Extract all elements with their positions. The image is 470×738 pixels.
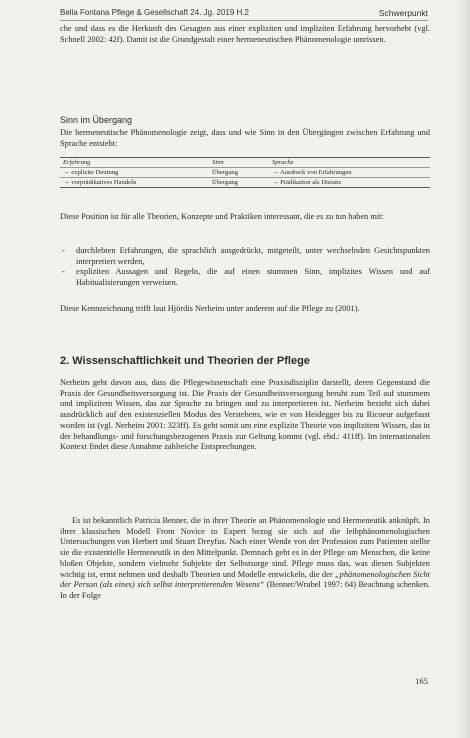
benner-quote: „phänomenologischen Sicht der Person (als eines) sich selbst interpretierenden Wesens“	[60, 569, 430, 590]
table-cell: Übergang	[209, 168, 269, 178]
paragraph: Diese Position ist für alle Theorien, Konzepte und Praktiken interessant, die es zu tun haben mit:	[60, 212, 384, 221]
paragraph-text: Es ist bekanntlich Patricia Benner, die in ihrer Theorie an Phänomenologie und Hermeneutik anknüpft. In ihrer klassischen Modell From Novice to Expert bezog sie sich auf die leibphänomenologischen Untersuchungen von Herbert und Stuart Dreyfus. Nach einer Wende von der Profession zum Patienten stellte sie die existentielle Hermeneutik in den Mittelpunkt. Demnach geht es in der Pflege um Menschen, die keine bloßen Objekte, sondern vielmehr Subjekte der Selbstsorge sind. Pflege muss das, was diesen Subjekten wichtig ist, ernst nehmen und deshalb Theorien und Modelle entwickeln, die der	[60, 516, 430, 579]
table-header-row	[60, 158, 430, 168]
paragraph	[60, 516, 430, 602]
table-header-cell: Erfahrung	[60, 158, 209, 168]
paragraph-text: (Benner/Wrubel 1997: 64) Beachtung schenken. In der Folge	[60, 580, 430, 600]
table-row	[60, 178, 430, 188]
running-header	[60, 8, 428, 21]
list-item: - durchlebten Erfahrungen, die sprachlich ausgedrückt, mitgeteilt, unter wechselnden Gesichtspunkten interpretiert werden,	[60, 246, 430, 267]
intro-paragraph: che und dass es die Herkunft des Gesagten aus einer expliziten und impliziten Erfahrung hervorhebt (vgl. Schnell 2002: 42f). Damit ist die Grundgestalt einer hermeneutischen Phänomenologie umrissen.	[60, 24, 430, 44]
table-row	[60, 168, 430, 178]
paragraph: Nerheim geht davon aus, dass die Pflegewissenschaft eine Praxisdisziplin darstellt, deren Gegenstand die Praxis der Gesundheitsversorgung ist. Die Praxis der Gesundheitsversorgung beruht zum Teil auf stummem und implizitem Wissen, das zur Sprache zu bringen und zu interpretieren ist. Nerheim bezieht sich dabei ausdrücklich auf den existenziellen Modus des Verstehens, wie er von Heidegger bis zu Ricoeur aufgefasst worden ist (vgl. Nerheim 2001: 323ff). Es geht somit um eine explizite Theorie von implizitem Wissen, das in der behandlungs- und forschungsbezogenen Praxis zur Geltung kommt (vgl. ebd.: 411ff). Im internationalen Kontext findet diese Annahme zahlreiche Entsprechungen.	[60, 378, 430, 452]
page-number: 165	[415, 676, 428, 686]
sense-table	[60, 157, 430, 188]
section-heading: 2. Wissenschaftlichkeit und Theorien der Pflege	[60, 355, 310, 367]
subsection-heading: Sinn im Übergang	[60, 115, 133, 125]
bullet-list	[60, 246, 430, 289]
subsection-paragraph: Die hermeneutische Phänomenologie zeigt, dass und wie Sinn in den Übergängen zwischen Erfahrung und Sprache entsteht:	[60, 128, 430, 148]
table-header-cell: Sprache	[269, 158, 430, 168]
table-cell: Übergang	[209, 178, 269, 188]
table-header-cell: Sinn	[209, 158, 269, 168]
table-cell: → explizite Deutung	[60, 168, 209, 178]
list-item: - expliziten Aussagen und Regeln, die auf einen stummen Sinn, implizites Wissen und auf Habitualisierungen verweisen.	[60, 267, 430, 288]
table-cell: → Prädikation als Distanz	[269, 178, 430, 188]
header-journal: Bella Fontana Pflege & Gesellschaft 24. Jg. 2019 H.2	[60, 8, 250, 17]
table-cell: → vorprädikatives Handeln	[60, 178, 209, 188]
paragraph: Diese Kennzeichnung trifft laut Hjördis Nerheim unter anderem auf die Pflege zu (2001).	[60, 304, 360, 313]
table-cell: → Ausdruck von Erfahrungen	[269, 168, 430, 178]
header-section: Schwerpunkt	[378, 8, 428, 18]
page-edge-shadow	[456, 0, 470, 738]
